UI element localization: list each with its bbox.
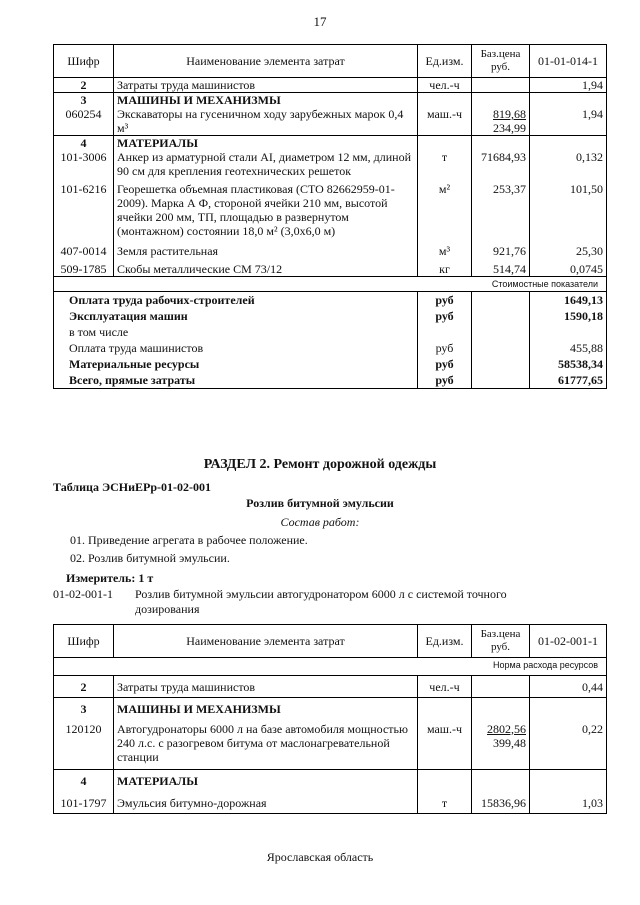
resource-table-1 (53, 44, 607, 389)
section-title: РАЗДЕЛ 2. Ремонт дорожной одежды (203, 457, 437, 472)
header-name: Наименование элемента затрат (114, 45, 418, 78)
table-row: 060254 Экскаваторы на гусеничном ходу зарубежных марок 0,4 м³ маш.-ч 819,68 234,99 1,94 (54, 107, 607, 136)
header-price: Баз.цена руб. (472, 625, 530, 658)
table-row: 407-0014 Земля растительная м³ 921,76 25,30 (54, 238, 607, 258)
table-group-row: 4 МАТЕРИАЛЫ (54, 770, 607, 792)
totals-row: в том числе (54, 324, 607, 340)
table-row: 101-3006 Анкер из арматурной стали AI, диаметром 12 мм, длиной 90 см для крепления геотехнических решеток т 71684,93 0,132 (54, 150, 607, 178)
totals-row: Всего, прямые затраты руб 61777,65 (54, 372, 607, 389)
table-caption: Стоимостные показатели (54, 277, 607, 292)
table-row: 101-1797 Эмульсия битумно-дорожная т 15836,96 1,03 (54, 792, 607, 814)
work-item: 01. Приведение агрегата в рабочее положение. (70, 533, 308, 547)
header-unit: Ед.изм. (418, 45, 472, 78)
header-code: Шифр (54, 45, 114, 78)
work-item: 02. Розлив битумной эмульсии. (70, 551, 230, 565)
totals-row: Оплата труда рабочих-строителей руб 1649,13 (54, 292, 607, 309)
measure-unit: Измеритель: 1 т (66, 571, 154, 585)
page-footer: Ярославская область (266, 850, 374, 864)
table-group-row: 4 МАТЕРИАЛЫ (54, 136, 607, 151)
header-position-code: 01-02-001-1 (530, 625, 607, 658)
table-group-row: 3 МАШИНЫ И МЕХАНИЗМЫ (54, 698, 607, 720)
work-title: Розлив битумной эмульсии (246, 496, 394, 510)
table-row: 509-1785 Скобы металлические СМ 73/12 кг 514,74 0,0745 (54, 258, 607, 277)
header-unit: Ед.изм. (418, 625, 472, 658)
table-label: Таблица ЭСНиЕРр-01-02-001 (53, 480, 212, 494)
table-caption: Норма расхода ресурсов (54, 658, 607, 676)
totals-row: Материальные ресурсы руб 58538,34 (54, 356, 607, 372)
page-number: 17 (313, 14, 327, 29)
table-row: 120120 Автогудронаторы 6000 л на базе автомобиля мощностью 240 л.с. с разогревом битума от маслонагревательной станции маш.-ч 2802,56 399,48 0,22 (54, 720, 607, 770)
table-row: 2 Затраты труда машинистов чел.-ч 0,44 (54, 676, 607, 698)
table-group-row: 3 МАШИНЫ И МЕХАНИЗМЫ (54, 93, 607, 108)
header-code: Шифр (54, 625, 114, 658)
position-code: 01-02-001-1 (53, 587, 113, 601)
position-name: Розлив битумной эмульсии автогудронатором 6000 л с системой точного дозирования (135, 587, 507, 616)
table-header (54, 625, 607, 658)
totals-row: Оплата труда машинистов руб 455,88 (54, 340, 607, 356)
table-row: 101-6216 Георешетка объемная пластиковая (СТО 82662959-01-2009). Марка А Ф, стороной ячейки 210 мм, высотой ячейки 200 мм, ТП, площадью в развернутом (монтажном) состоянии 18,0 м² (3,0х6,0 м) м² 253,37 101,50 (54, 178, 607, 238)
header-price: Баз.цена руб. (472, 45, 530, 78)
header-position-code: 01-01-014-1 (530, 45, 607, 78)
table-header (54, 45, 607, 78)
totals-row: Эксплуатация машин руб 1590,18 (54, 308, 607, 324)
table-row: 2 Затраты труда машинистов чел.-ч 1,94 (54, 78, 607, 93)
header-name: Наименование элемента затрат (114, 625, 418, 658)
work-subtitle: Состав работ: (280, 515, 360, 529)
resource-table-2 (53, 624, 607, 814)
